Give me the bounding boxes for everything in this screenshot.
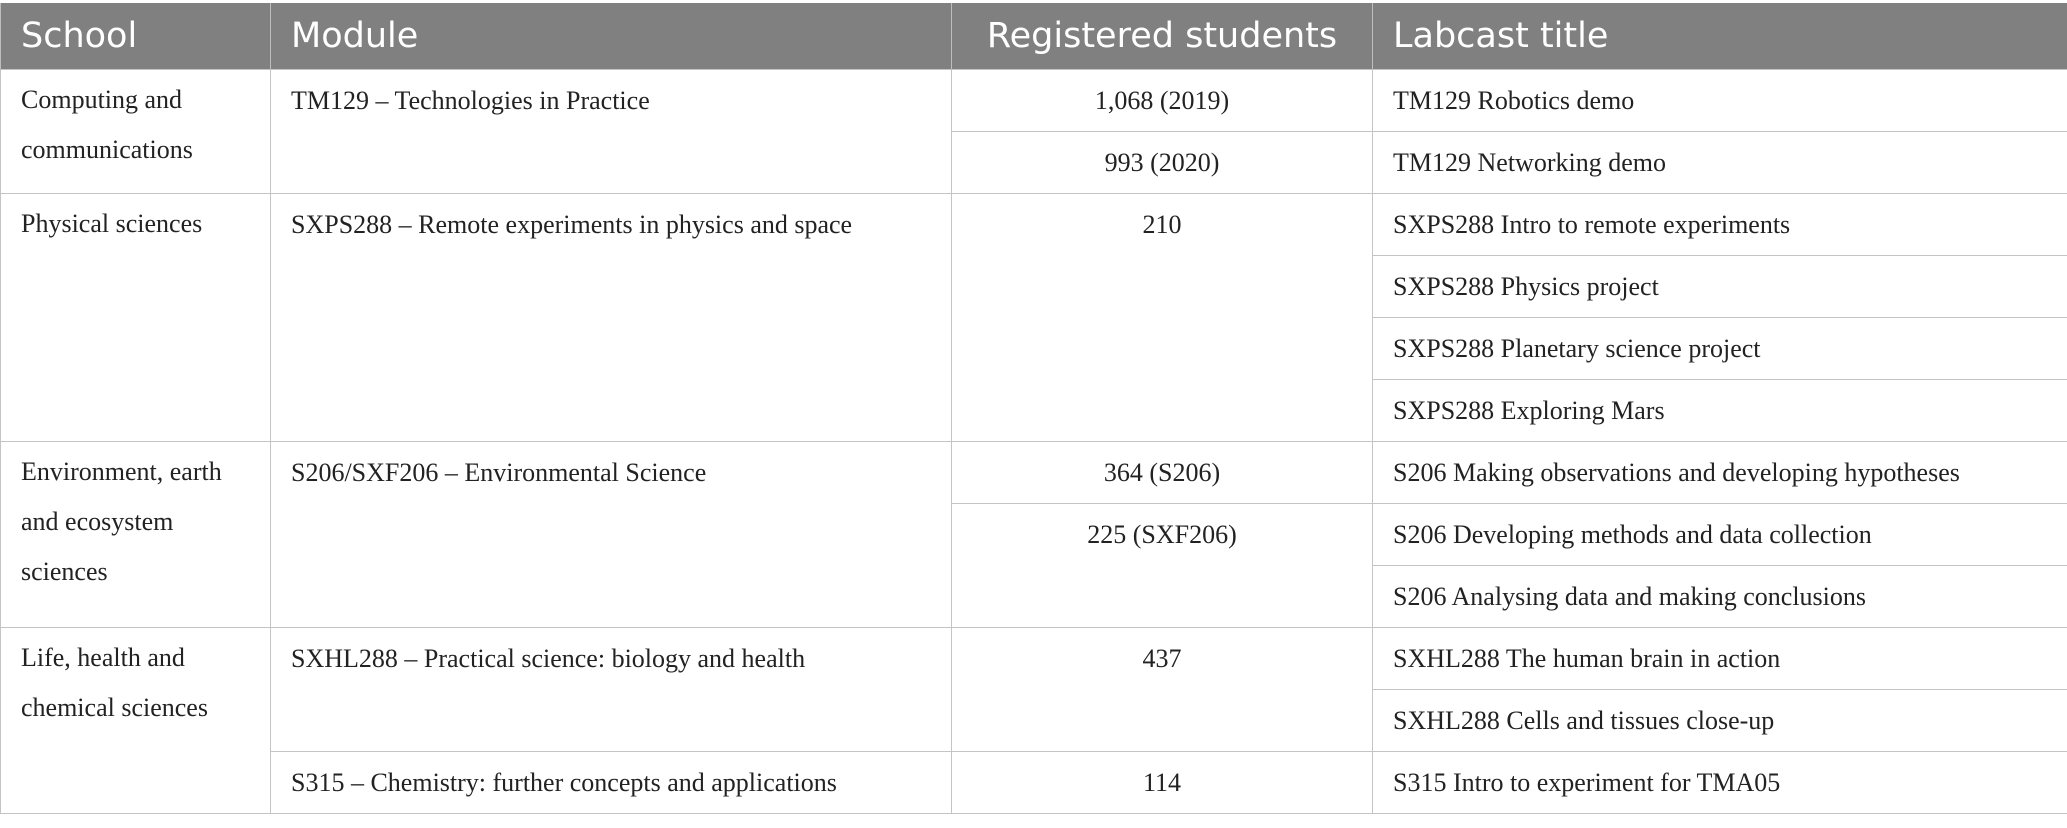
header-row — [1, 3, 2067, 70]
module-cell: SXPS288 – Remote experiments in physics and space — [271, 194, 952, 442]
labcast-cell: SXPS288 Intro to remote experiments — [1373, 194, 2067, 256]
labcast-cell: S315 Intro to experiment for TMA05 — [1373, 752, 2067, 814]
labcast-cell: S206 Making observations and developing hypotheses — [1373, 442, 2067, 504]
header-module: Module — [271, 3, 952, 70]
labcast-cell: SXHL288 Cells and tissues close-up — [1373, 690, 2067, 752]
registered-cell: 114 — [952, 752, 1373, 814]
table-row — [1, 752, 2067, 814]
labcast-cell: SXHL288 The human brain in action — [1373, 628, 2067, 690]
module-cell: S206/SXF206 – Environmental Science — [271, 442, 952, 628]
labcast-cell: SXPS288 Planetary science project — [1373, 318, 2067, 380]
table-header — [1, 3, 2067, 70]
labcast-cell: TM129 Networking demo — [1373, 132, 2067, 194]
school-cell: Environment, earth and ecosystem sciences — [1, 442, 271, 628]
labcast-cell: S206 Analysing data and making conclusions — [1373, 566, 2067, 628]
registered-cell: 364 (S206) — [952, 442, 1373, 504]
table-row — [1, 70, 2067, 132]
module-cell: SXHL288 – Practical science: biology and health — [271, 628, 952, 752]
table-row — [1, 628, 2067, 690]
labcast-cell: SXPS288 Physics project — [1373, 256, 2067, 318]
school-cell: Computing and communications — [1, 70, 271, 194]
table-body — [1, 70, 2067, 814]
registered-cell: 437 — [952, 628, 1373, 752]
labcast-table — [0, 3, 2067, 814]
registered-cell: 225 (SXF206) — [952, 504, 1373, 628]
labcast-cell: TM129 Robotics demo — [1373, 70, 2067, 132]
registered-cell: 993 (2020) — [952, 132, 1373, 194]
module-cell: TM129 – Technologies in Practice — [271, 70, 952, 194]
header-school: School — [1, 3, 271, 70]
module-cell: S315 – Chemistry: further concepts and applications — [271, 752, 952, 814]
labcast-cell: SXPS288 Exploring Mars — [1373, 380, 2067, 442]
header-registered-students: Registered students — [952, 3, 1373, 70]
data-table-container — [0, 3, 2067, 814]
table-row — [1, 442, 2067, 504]
registered-cell: 210 — [952, 194, 1373, 442]
table-row — [1, 194, 2067, 256]
labcast-cell: S206 Developing methods and data collection — [1373, 504, 2067, 566]
registered-cell: 1,068 (2019) — [952, 70, 1373, 132]
school-cell: Physical sciences — [1, 194, 271, 442]
school-cell: Life, health and chemical sciences — [1, 628, 271, 814]
header-labcast-title: Labcast title — [1373, 3, 2067, 70]
